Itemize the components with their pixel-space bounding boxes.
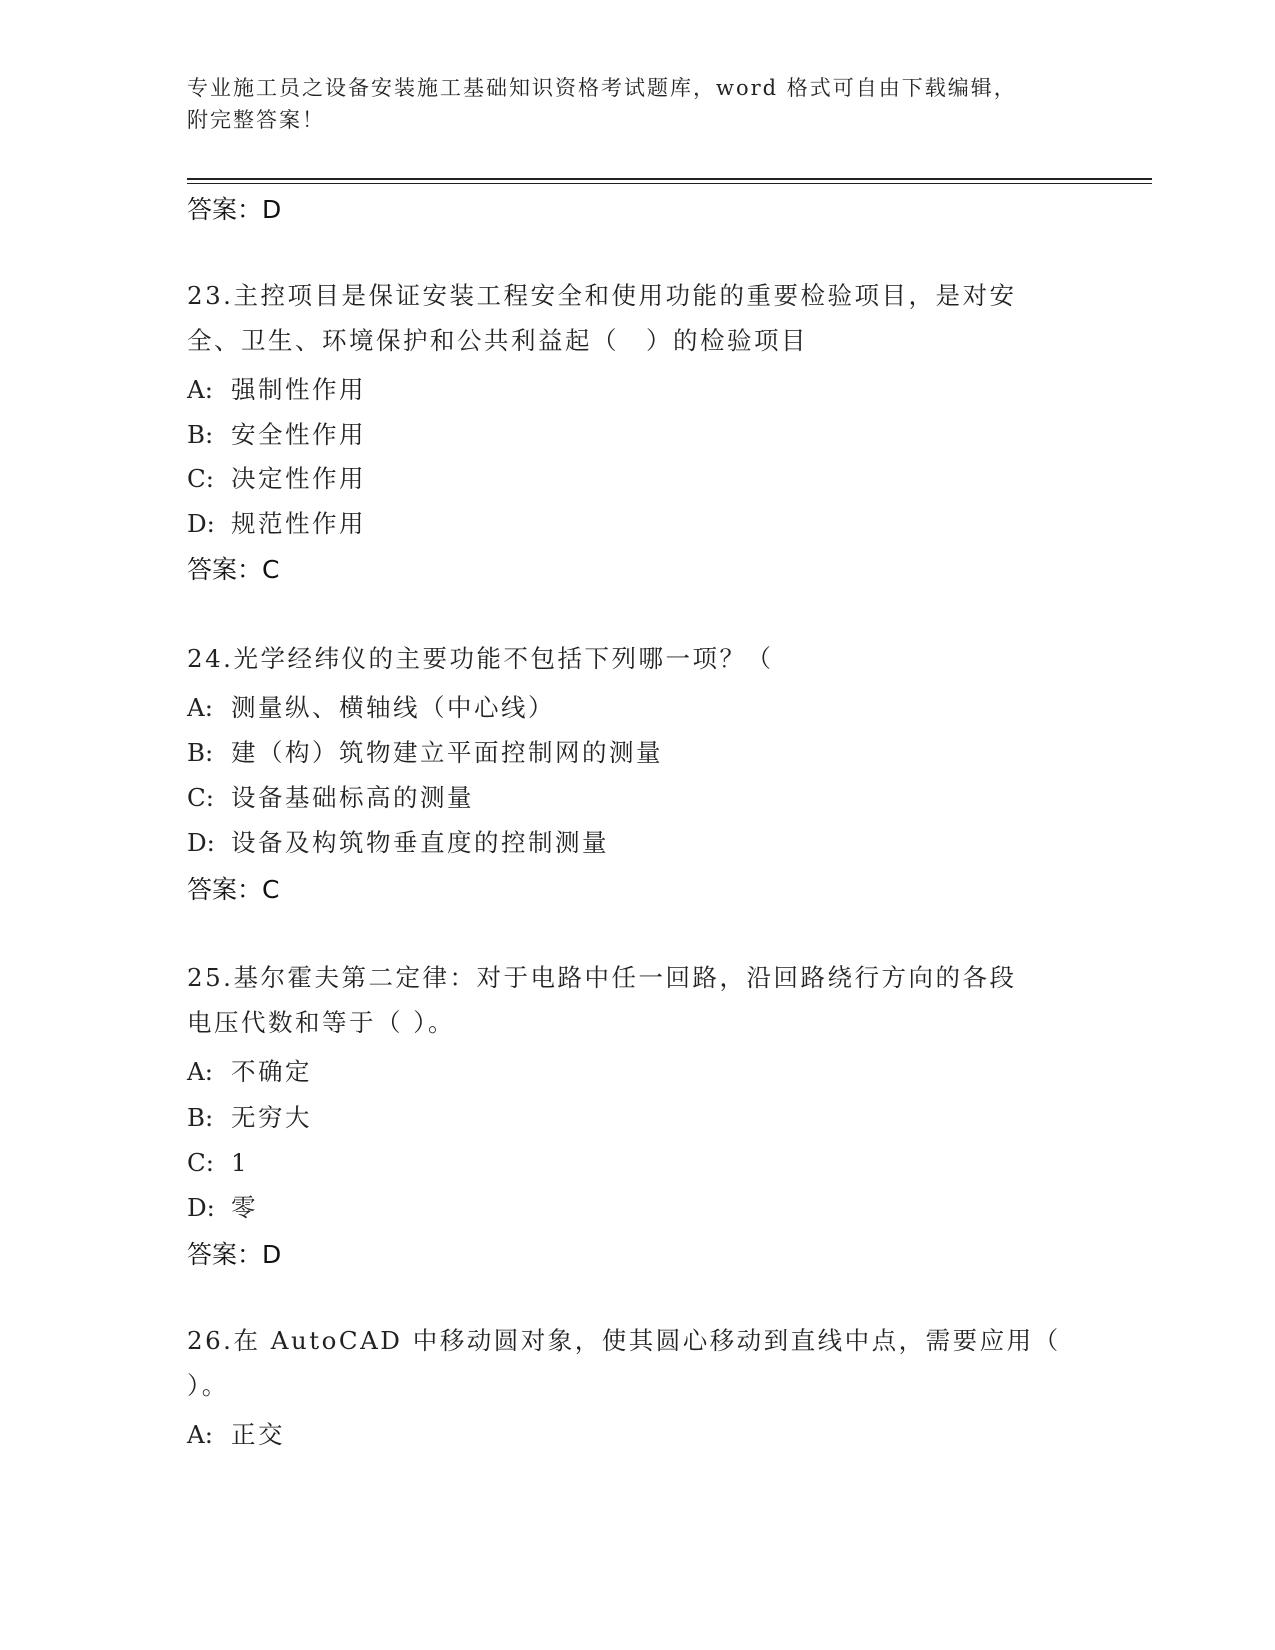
option-text: 测量纵、横轴线（中心线） — [231, 693, 555, 722]
question-24-answer: 答案：C — [187, 875, 280, 904]
option-letter: A: — [187, 1057, 213, 1086]
header-divider-thick — [187, 178, 1152, 180]
option-text: 无穷大 — [231, 1103, 312, 1132]
option-text: 决定性作用 — [231, 464, 366, 493]
option-letter: A: — [187, 693, 213, 722]
question-25-option-a — [187, 1055, 312, 1089]
question-stem-line: 25.基尔霍夫第二定律：对于电路中任一回路，沿回路绕行方向的各段 — [187, 963, 1017, 992]
option-letter: B: — [187, 738, 214, 767]
option-letter: C: — [187, 464, 215, 493]
question-23-stem — [187, 273, 1087, 363]
option-text: 1 — [231, 1148, 250, 1177]
question-23-answer: 答案：C — [187, 555, 280, 584]
previous-answer: 答案：D — [187, 195, 282, 224]
question-stem-line: 全、卫生、环境保护和公共利益起（ ）的检验项目 — [187, 326, 808, 355]
question-23-option-b — [187, 418, 366, 452]
question-stem-line: 电压代数和等于（ ）。 — [187, 1008, 456, 1037]
document-header — [187, 72, 1067, 136]
question-stem-line: 26.在 AutoCAD 中移动圆对象，使其圆心移动到直线中点，需要应用（ — [187, 1326, 1061, 1355]
question-24-stem — [187, 636, 1087, 681]
option-letter: D: — [187, 828, 215, 857]
question-25-stem — [187, 955, 1087, 1045]
option-letter: C: — [187, 783, 215, 812]
header-divider-thin — [187, 183, 1152, 184]
option-letter: D: — [187, 509, 215, 538]
question-25-option-b — [187, 1101, 312, 1135]
question-25-answer: 答案：D — [187, 1240, 282, 1269]
option-text: 正交 — [231, 1420, 285, 1449]
question-24-option-d — [187, 826, 609, 860]
question-23-option-d — [187, 507, 366, 541]
question-24-option-b — [187, 736, 663, 770]
option-text: 设备基础标高的测量 — [231, 783, 474, 812]
option-text: 建（构）筑物建立平面控制网的测量 — [231, 738, 663, 767]
option-text: 零 — [231, 1193, 258, 1222]
option-text: 安全性作用 — [231, 420, 366, 449]
question-stem-line: ）。 — [187, 1371, 229, 1400]
option-letter: B: — [187, 1103, 214, 1132]
option-text: 强制性作用 — [231, 375, 366, 404]
option-letter: B: — [187, 420, 214, 449]
question-23-option-a — [187, 373, 366, 407]
option-text: 不确定 — [231, 1057, 312, 1086]
option-letter: D: — [187, 1193, 215, 1222]
question-stem-line: 23.主控项目是保证安装工程安全和使用功能的重要检验项目，是对安 — [187, 281, 1017, 310]
question-24-option-c — [187, 781, 474, 815]
question-26-stem — [187, 1318, 1087, 1408]
header-line-2: 附完整答案！ — [187, 108, 325, 132]
question-25-option-d — [187, 1191, 258, 1225]
option-text: 规范性作用 — [231, 509, 366, 538]
question-23-option-c — [187, 462, 366, 496]
option-letter: C: — [187, 1148, 215, 1177]
question-24-option-a — [187, 691, 555, 725]
question-25-option-c — [187, 1146, 249, 1180]
option-text: 设备及构筑物垂直度的控制测量 — [231, 828, 609, 857]
question-stem-line: 24.光学经纬仪的主要功能不包括下列哪一项？（ — [187, 644, 774, 673]
header-line-1: 专业施工员之设备安装施工基础知识资格考试题库，word 格式可自由下载编辑， — [187, 76, 1017, 100]
option-letter: A: — [187, 1420, 213, 1449]
option-letter: A: — [187, 375, 213, 404]
question-26-option-a — [187, 1418, 285, 1452]
